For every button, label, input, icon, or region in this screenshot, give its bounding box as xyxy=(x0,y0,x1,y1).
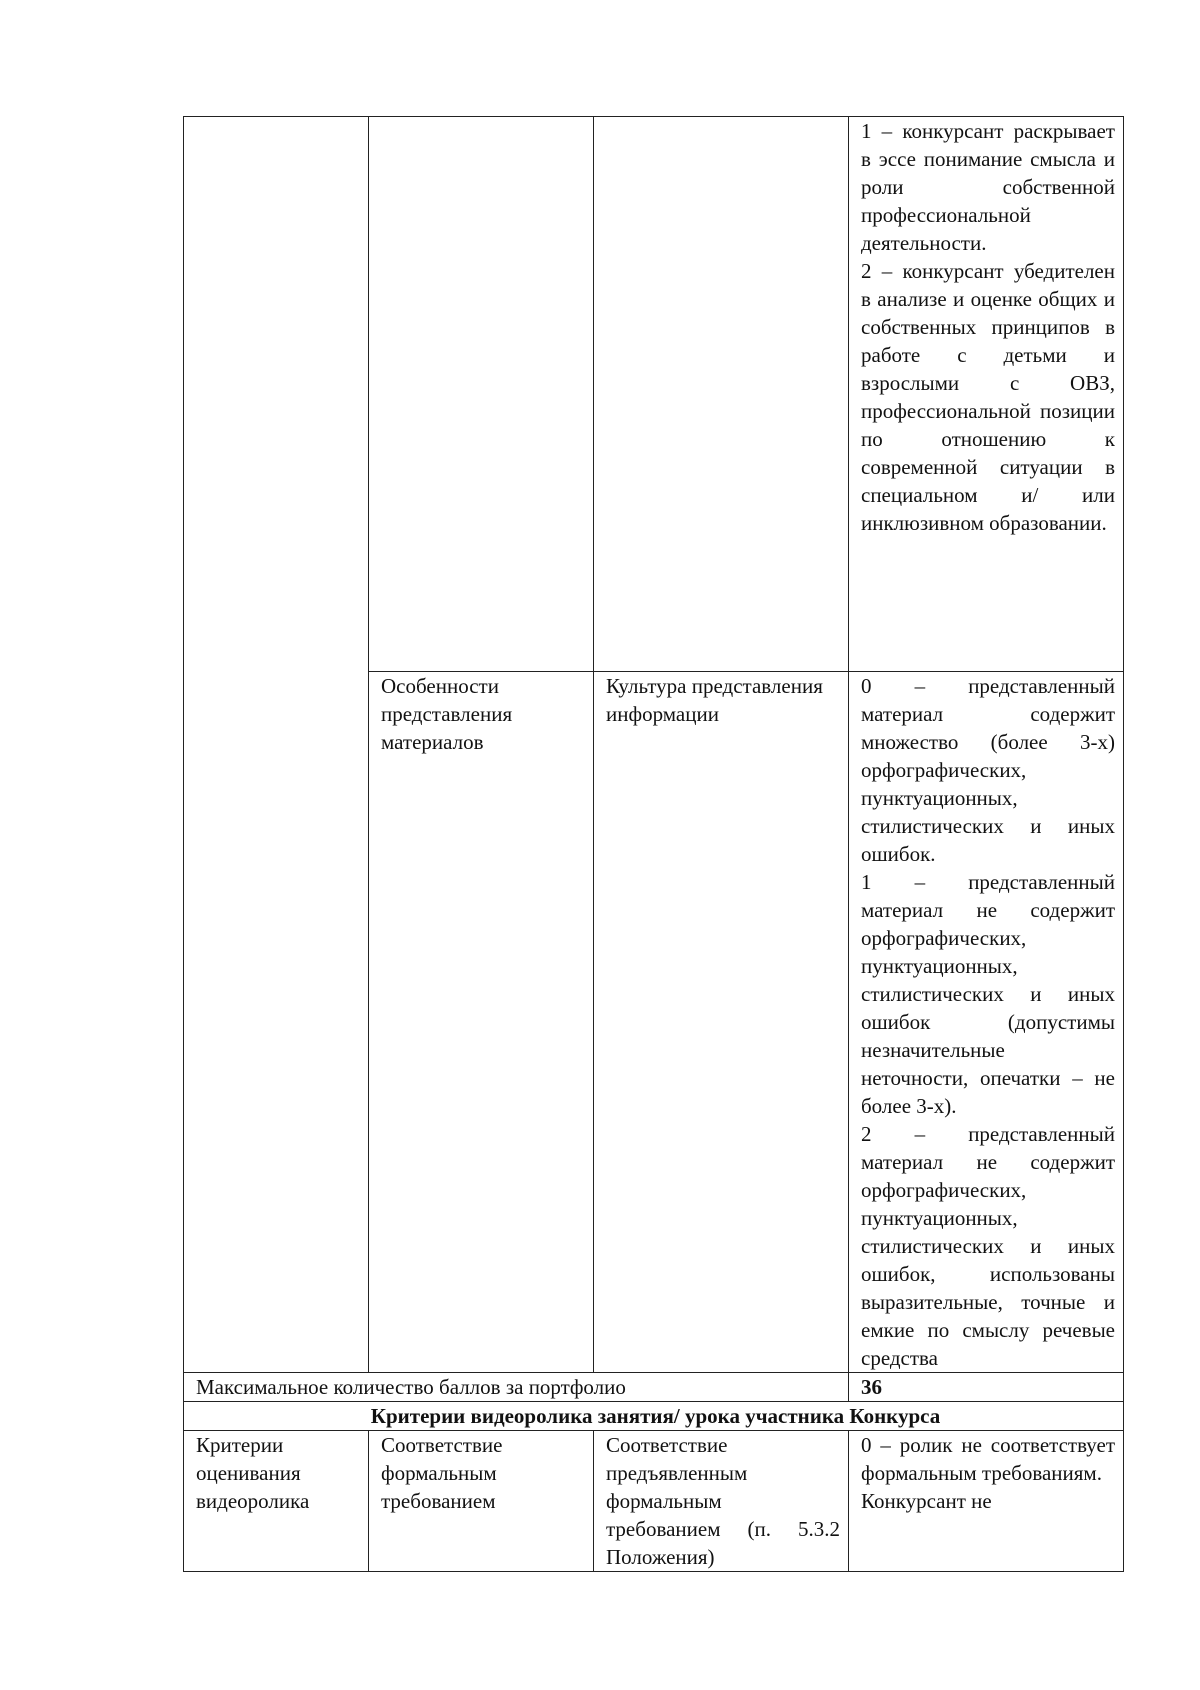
score-line: 0 – ролик не соответствует формальным требованиям. xyxy=(861,1433,1115,1485)
score-line: Конкурсант не xyxy=(861,1489,992,1513)
max-score-value: 36 xyxy=(849,1373,1124,1402)
indicator-text: Соответствие предъявленным формальным требованием (п. 5.3.2 Положения) xyxy=(606,1433,840,1569)
max-score-label: Максимальное количество баллов за портфолио xyxy=(184,1373,849,1402)
indicator-cell xyxy=(594,1431,849,1572)
score-line: 2 – представленный материал не содержит орфографических, пунктуационных, стилистических и иных ошибок, использованы выразительные, точные и емкие по смыслу речевые средства xyxy=(861,1122,1115,1370)
table-row xyxy=(184,1431,1124,1572)
indicator-cell xyxy=(594,117,849,672)
score-line: 0 – представленный материал содержит множество (более 3-х) орфографических, пунктуационных, стилистических и иных ошибок. xyxy=(861,674,1115,866)
section-heading: Критерии видеоролика занятия/ урока участника Конкурса xyxy=(184,1402,1124,1431)
group-text: Критерии оценивания видеоролика xyxy=(196,1433,310,1513)
criteria-table xyxy=(183,116,1124,1572)
criterion-cell xyxy=(369,1431,594,1572)
group-cell xyxy=(184,117,369,1373)
score-cell xyxy=(849,117,1124,672)
score-cell xyxy=(849,1431,1124,1572)
criterion-text: Особенности представления материалов xyxy=(381,674,513,754)
indicator-text: Культура представления информации xyxy=(606,674,823,726)
score-cell xyxy=(849,672,1124,1373)
score-line: 2 – конкурсант убедителен в анализе и оценке общих и собственных принципов в работе с детьми и взрослыми с ОВЗ, профессиональной позиции по отношению к современной ситуации в специальном и/ или инклюзивном образовании. xyxy=(861,259,1115,535)
table-row xyxy=(184,117,1124,672)
criterion-cell xyxy=(369,672,594,1373)
criterion-text: Соответствие формальным требованием xyxy=(381,1433,503,1513)
score-line: 1 – конкурсант раскрывает в эссе понимание смысла и роли собственной профессиональной деятельности. xyxy=(861,119,1115,255)
group-cell xyxy=(184,1431,369,1572)
criterion-cell xyxy=(369,117,594,672)
score-line: 1 – представленный материал не содержит орфографических, пунктуационных, стилистических и иных ошибок (допустимы незначительные неточности, опечатки – не более 3-х). xyxy=(861,870,1115,1118)
section-heading-row xyxy=(184,1402,1124,1431)
max-score-row xyxy=(184,1373,1124,1402)
indicator-cell xyxy=(594,672,849,1373)
